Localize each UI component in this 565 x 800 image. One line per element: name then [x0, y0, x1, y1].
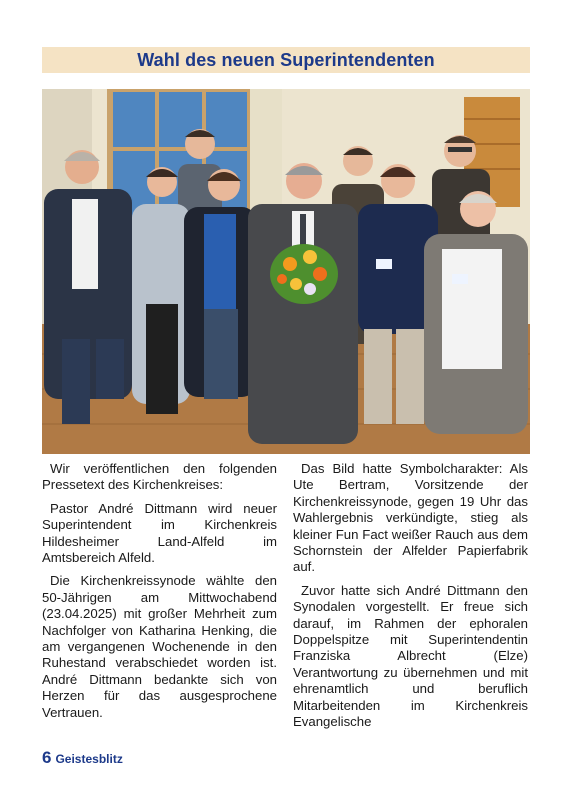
group-photo [42, 89, 530, 454]
group-photo-illustration [42, 89, 530, 454]
person-1 [44, 150, 132, 424]
article-paragraph: Zuvor hatte sich André Dittmann den Synodalen vorgestellt. Er freue sich darauf, im Rahmen der ephoralen Doppelspitze mit Superintendentin Franziska Albrecht (Elze) Verantwortung zu übernehmen und mit ehrenamtlich und beruflich Mitarbeitenden im Kirchenkreis Evangelische [293, 582, 528, 730]
page-footer [42, 748, 123, 768]
article-paragraph: Das Bild hatte Symbolcharakter: Als Ute Bertram, Vorsitzende der Kirchenkreissynode, gegen 19 Uhr das Wahlergebnis verkündigte, stieg als kleiner Fun Fact weißer Rauch aus dem Schornstein der Alfelder Papierfabrik auf. [293, 461, 528, 575]
magazine-name: Geistesblitz [55, 752, 123, 766]
person-4 [248, 163, 358, 444]
headline-banner [42, 47, 530, 73]
article-paragraph: Wir veröffentlichen den folgenden Pressetext des Kirchenkreises: [42, 461, 277, 493]
article-column-right [293, 461, 528, 738]
page-number: 6 [42, 748, 52, 767]
flower-bouquet [270, 244, 338, 304]
page-title: Wahl des neuen Superintendenten [137, 49, 435, 70]
article-paragraph: Die Kirchenkreissynode wählte den 50-Jährigen am Mittwochabend (23.04.2025) mit großer Mehrheit zum Nachfolger von Katharina Henking, die am vergangenen Wochenende in den Ruhestand verabschiedet worden ist. André Dittmann bedankte sich von Herzen für das ausgesprochene Vertrauen. [42, 573, 277, 720]
article-paragraph: Pastor André Dittmann wird neuer Superintendent im Kirchenkreis Hildesheimer Land-Alfeld im Amtsbereich Alfeld. [42, 500, 277, 566]
article-column-left [42, 461, 277, 728]
